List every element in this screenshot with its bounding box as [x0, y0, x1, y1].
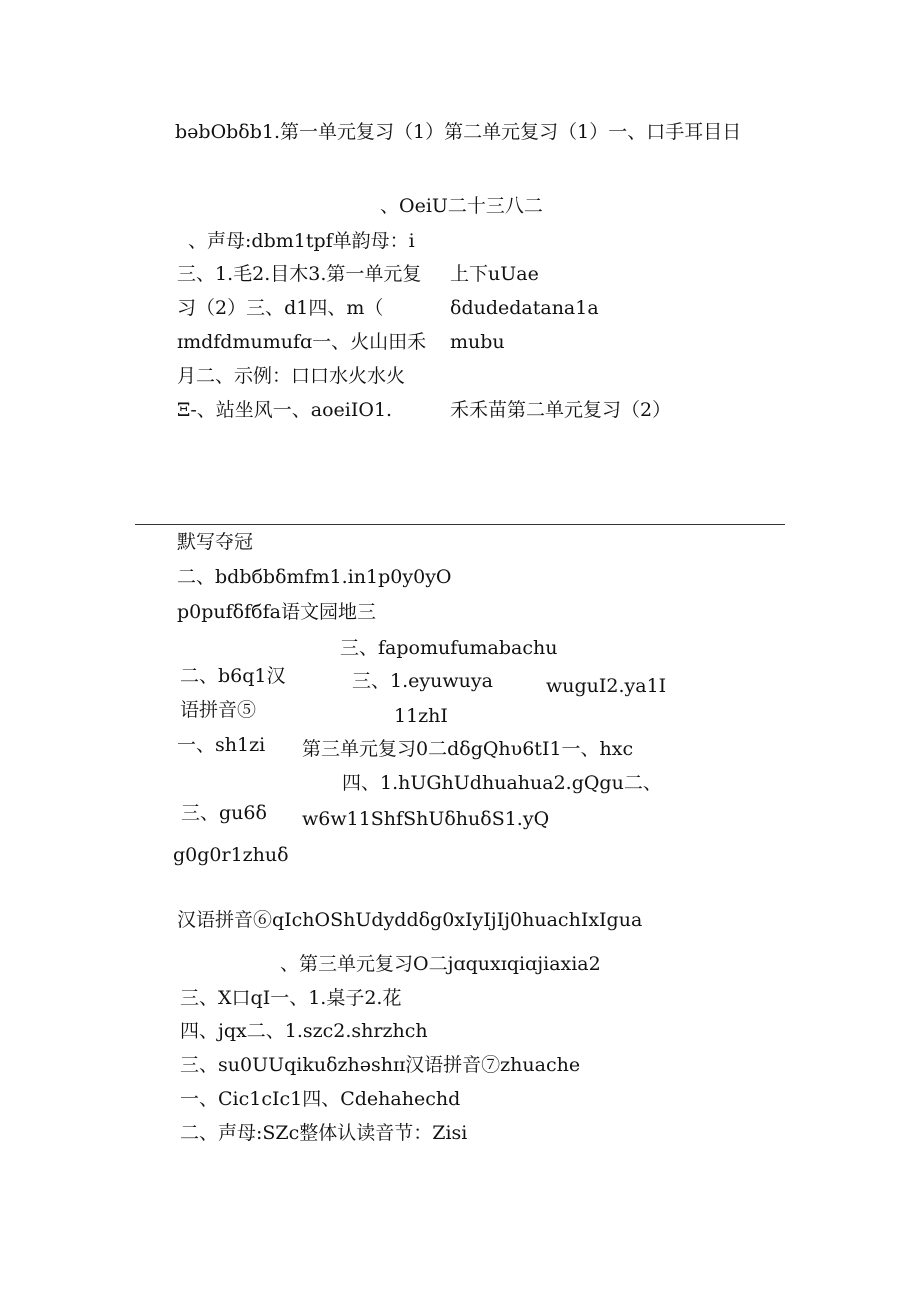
top-right-line-2: δdudedatana1a [450, 297, 599, 319]
bottom-line-1: 默写夺冠 [177, 531, 254, 553]
top-right-line-1: 上下uUae [450, 263, 539, 285]
bottom-line-7: wuguI2.ya1I [546, 675, 667, 697]
bottom-line-10: 一、sh1zi [177, 734, 266, 756]
bottom-line-19: 四、jqx二、1.szc2.shrzhch [180, 1020, 428, 1042]
bottom-line-18: 三、X口qI一、1.桌子2.花 [180, 987, 402, 1009]
top-line-1: 、OeiU二十三八二 [380, 195, 543, 217]
bottom-line-11: 第三单元复习0二dδgQhυ6tI1一、hxc [302, 738, 634, 760]
top-left-line-6: Ξ-、站坐风一、aoeiIO1. [177, 399, 393, 421]
bottom-line-22: 二、声母:SZc整体认读音节：Zisi [180, 1122, 468, 1144]
bottom-line-5: 二、b6q1汉 [180, 665, 286, 687]
bottom-line-8: 语拼音⑤ [180, 699, 257, 721]
top-left-line-2: 三、1.毛2.目木3.第一单元复 [177, 263, 422, 285]
bottom-line-6: 三、1.eyuwuya [352, 670, 493, 692]
bottom-line-9: 11zhI [394, 705, 448, 727]
header-line: bəbObδb1.第一单元复习（1）第二单元复习（1）一、口手耳目日 [175, 121, 742, 143]
bottom-line-16: 汉语拼音⑥qIchOShUdyddδg0xIyIjIj0huachIxIgua [177, 909, 643, 931]
bottom-line-15: g0g0r1zhuδ [173, 844, 289, 866]
top-left-line-5: 月二、示例：口口水火水火 [177, 365, 406, 387]
bottom-line-3: p0pufδfбfa语文园地三 [177, 601, 376, 623]
bottom-line-2: 二、bdbбbδmfm1.in1p0y0yO [177, 566, 452, 588]
top-left-line-4: ɪmdfdmumufɑ一、火山田禾 [177, 331, 427, 353]
bottom-line-21: 一、Cic1cIc1四、Cdehahechd [180, 1088, 461, 1110]
bottom-line-4: 三、fapomufumabachu [340, 637, 558, 659]
bottom-line-13: 三、gu6δ [181, 802, 267, 824]
bottom-line-17: 、第三单元复习O二jɑquxɪqiɑjiaxia2 [280, 953, 601, 975]
divider-line [135, 524, 785, 525]
top-left-line-1: 、声母:dbm1tpf单韵母：i [188, 230, 415, 252]
bottom-line-12: 四、1.hUGhUdhuahua2.gQgu二、 [342, 772, 662, 794]
bottom-line-14: w6w11ShfShUδhuδS1.yQ [302, 808, 550, 830]
bottom-line-20: 三、su0UUqiku​δzhəshɪɪ汉语拼音⑦zhuache [180, 1054, 581, 1076]
top-right-line-4: 禾禾苗第二单元复习（2） [450, 399, 672, 421]
top-right-line-3: mubu [450, 331, 505, 353]
top-left-line-3: 习（2）三、d1四、m（ [177, 297, 384, 319]
